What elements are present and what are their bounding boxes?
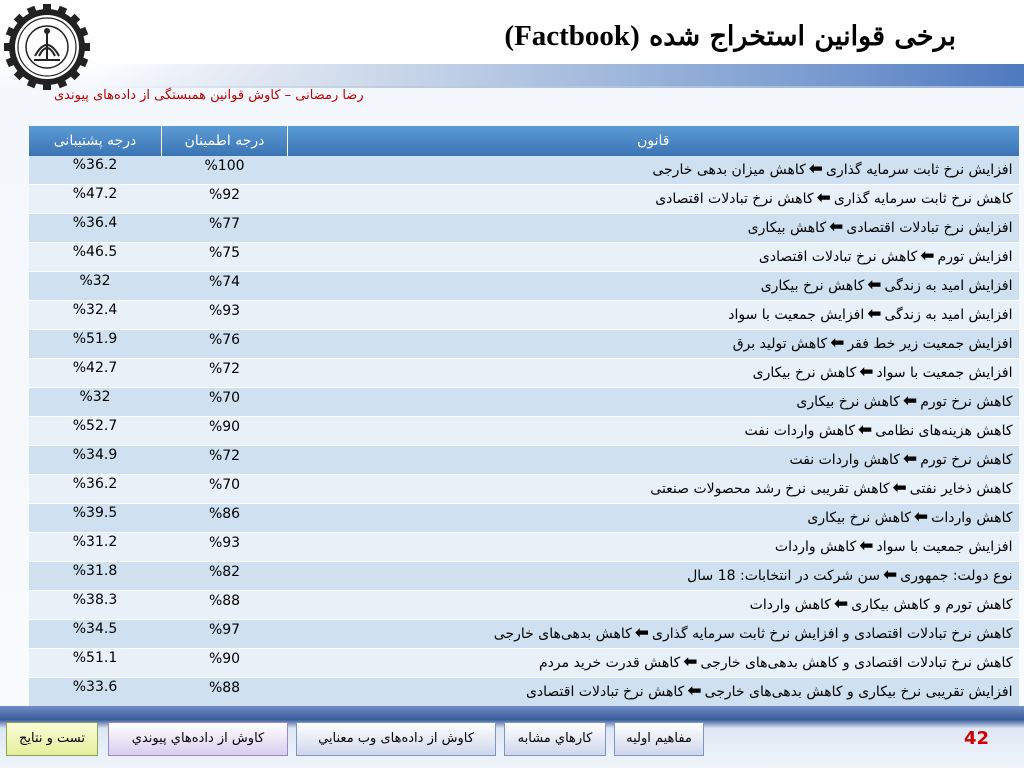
rules-table-container xyxy=(28,126,1018,707)
table-header-row xyxy=(29,126,1019,156)
nav-related-work-button[interactable]: كارهاي مشابه xyxy=(504,722,606,756)
rule-cell xyxy=(288,678,1019,707)
rule-cell xyxy=(288,446,1019,475)
confidence-cell: %97 xyxy=(162,620,288,649)
rule-consequent: کاهش واردات نفت xyxy=(789,452,900,468)
rule-antecedent: افزایش جمعیت با سواد xyxy=(876,539,1013,555)
rule-antecedent: کاهش نرخ تبادلات اقتصادی و افزایش نرخ ثابت سرمایه گذاری xyxy=(652,626,1013,642)
rule-consequent: کاهش نرخ تبادلات اقتصادی xyxy=(525,684,685,700)
arrow-left-icon: ⬅ xyxy=(867,304,882,324)
rule-consequent: کاهش نرخ تبادلات اقتصادی xyxy=(655,191,814,207)
rule-cell xyxy=(288,417,1019,446)
rule-cell xyxy=(288,301,1019,330)
table-row xyxy=(29,504,1019,533)
nav-linked-data-mining-button[interactable]: كاوش از داده‌هاي پيوندي xyxy=(108,722,288,756)
rule-antecedent: افزایش امید به زندگی xyxy=(884,278,1013,294)
slide-title xyxy=(504,20,956,53)
support-cell: %38.3 xyxy=(29,591,162,620)
rule-antecedent: افزایش جمعیت زیر خط فقر xyxy=(847,336,1013,352)
arrow-left-icon: ⬅ xyxy=(867,275,882,295)
arrow-left-icon: ⬅ xyxy=(829,217,844,237)
header-rule: قانون xyxy=(288,126,1019,156)
university-gear-logo-icon xyxy=(4,4,90,90)
rule-consequent: کاهش بدهی‌های خارجی xyxy=(493,626,632,642)
arrow-left-icon: ⬅ xyxy=(859,536,874,556)
rule-cell xyxy=(288,214,1019,243)
confidence-cell: %93 xyxy=(162,533,288,562)
rule-consequent: کاهش واردات xyxy=(749,597,831,613)
support-cell: %34.5 xyxy=(29,620,162,649)
confidence-cell: %75 xyxy=(162,243,288,272)
rule-cell xyxy=(288,504,1019,533)
header-confidence: درجه اطمینان xyxy=(162,126,288,156)
support-cell: %32.4 xyxy=(29,301,162,330)
table-row xyxy=(29,475,1019,504)
arrow-left-icon: ⬅ xyxy=(816,188,831,208)
rule-cell xyxy=(288,388,1019,417)
support-cell: %31.8 xyxy=(29,562,162,591)
arrow-left-icon: ⬅ xyxy=(634,623,650,643)
rule-consequent: کاهش نرخ بیکاری xyxy=(807,510,911,526)
rule-cell xyxy=(288,156,1019,185)
arrow-left-icon: ⬅ xyxy=(892,478,907,498)
confidence-cell: %88 xyxy=(162,591,288,620)
rule-cell xyxy=(288,562,1019,591)
table-row xyxy=(29,446,1019,475)
nav-basic-concepts-button[interactable]: مفاهيم اوليه xyxy=(614,722,704,756)
rule-consequent: کاهش تولید برق xyxy=(732,336,828,352)
table-row xyxy=(29,185,1019,214)
rule-antecedent: افزایش جمعیت با سواد xyxy=(876,365,1013,381)
confidence-cell: %90 xyxy=(162,649,288,678)
rule-cell xyxy=(288,330,1019,359)
confidence-cell: %88 xyxy=(162,678,288,707)
table-row xyxy=(29,649,1019,678)
support-cell: %32 xyxy=(29,272,162,301)
table-row xyxy=(29,678,1019,707)
header-gradient-bar xyxy=(96,64,1024,88)
rule-antecedent: کاهش نرخ تبادلات اقتصادی و کاهش بدهی‌های خارجی xyxy=(700,655,1013,671)
rule-consequent: کاهش قدرت خرید مردم xyxy=(539,655,681,671)
slide-title-latin: (Factbook) xyxy=(504,20,640,52)
table-row xyxy=(29,301,1019,330)
page-number: 42 xyxy=(964,728,990,749)
rule-cell xyxy=(288,475,1019,504)
rule-cell xyxy=(288,649,1019,678)
table-row xyxy=(29,562,1019,591)
rule-consequent: کاهش میزان بدهی خارجی xyxy=(652,162,806,178)
rule-antecedent: کاهش نرخ ثابت سرمایه گذاری xyxy=(833,191,1013,207)
confidence-cell: %82 xyxy=(162,562,288,591)
rule-consequent: کاهش نرخ بیکاری xyxy=(752,365,857,381)
support-cell: %34.9 xyxy=(29,446,162,475)
arrow-left-icon: ⬅ xyxy=(913,507,929,527)
rule-antecedent: کاهش ذخایر نفتی xyxy=(909,481,1013,497)
rule-antecedent: کاهش تورم و کاهش بیکاری xyxy=(851,597,1013,613)
support-cell: %32 xyxy=(29,388,162,417)
arrow-left-icon: ⬅ xyxy=(882,565,898,585)
arrow-left-icon: ⬅ xyxy=(902,449,918,469)
table-row xyxy=(29,330,1019,359)
rule-cell xyxy=(288,185,1019,214)
rule-cell xyxy=(288,533,1019,562)
arrow-left-icon: ⬅ xyxy=(683,652,698,672)
nav-tests-results-button[interactable]: تست و نتايج xyxy=(6,722,98,756)
support-cell: %36.2 xyxy=(29,156,162,185)
rule-antecedent: افزایش تورم xyxy=(937,249,1013,265)
rule-cell xyxy=(288,272,1019,301)
support-cell: %46.5 xyxy=(29,243,162,272)
rule-antecedent: کاهش واردات xyxy=(931,510,1013,526)
confidence-cell: %76 xyxy=(162,330,288,359)
table-row xyxy=(29,272,1019,301)
table-row xyxy=(29,417,1019,446)
rule-consequent: افزایش جمعیت با سواد xyxy=(728,307,865,323)
table-row xyxy=(29,359,1019,388)
support-cell: %33.6 xyxy=(29,678,162,707)
header-support: درجه پشتیبانی xyxy=(29,126,162,156)
rule-cell xyxy=(288,243,1019,272)
nav-semantic-web-mining-button[interactable]: كاوش از داده‌های وب معنايي xyxy=(296,722,496,756)
arrow-left-icon: ⬅ xyxy=(859,362,874,382)
confidence-cell: %100 xyxy=(162,156,288,185)
rule-cell xyxy=(288,359,1019,388)
table-row xyxy=(29,156,1019,185)
rule-consequent: کاهش تقریبی نرخ رشد محصولات صنعتی xyxy=(650,481,890,497)
rule-cell xyxy=(288,620,1019,649)
rule-antecedent: کاهش هزینه‌های نظامی xyxy=(875,423,1013,439)
rule-consequent: کاهش بیکاری xyxy=(747,220,827,236)
rule-antecedent: افزایش تقریبی نرخ بیکاری و کاهش بدهی‌های خارجی xyxy=(704,684,1013,700)
slide-title-text: برخی قوانین استخراج شده xyxy=(649,21,956,52)
table-row xyxy=(29,388,1019,417)
rule-antecedent: افزایش نرخ ثابت سرمایه گذاری xyxy=(826,162,1013,178)
confidence-cell: %74 xyxy=(162,272,288,301)
rule-cell xyxy=(288,591,1019,620)
rule-consequent: کاهش واردات نفت xyxy=(744,423,856,439)
arrow-left-icon: ⬅ xyxy=(808,159,824,179)
support-cell: %42.7 xyxy=(29,359,162,388)
arrow-left-icon: ⬅ xyxy=(902,391,918,411)
confidence-cell: %77 xyxy=(162,214,288,243)
table-row xyxy=(29,533,1019,562)
rule-antecedent: کاهش نرخ تورم xyxy=(920,394,1013,410)
arrow-left-icon: ⬅ xyxy=(858,420,873,440)
arrow-left-icon: ⬅ xyxy=(830,333,845,353)
support-cell: %51.1 xyxy=(29,649,162,678)
confidence-cell: %92 xyxy=(162,185,288,214)
support-cell: %51.9 xyxy=(29,330,162,359)
table-row xyxy=(29,620,1019,649)
rule-antecedent: نوع دولت: جمهوری xyxy=(900,568,1013,584)
support-cell: %36.4 xyxy=(29,214,162,243)
arrow-left-icon: ⬅ xyxy=(833,594,849,614)
confidence-cell: %93 xyxy=(162,301,288,330)
rule-antecedent: کاهش نرخ تورم xyxy=(920,452,1013,468)
confidence-cell: %90 xyxy=(162,417,288,446)
support-cell: %39.5 xyxy=(29,504,162,533)
confidence-cell: %86 xyxy=(162,504,288,533)
table-row xyxy=(29,243,1019,272)
confidence-cell: %70 xyxy=(162,475,288,504)
table-row xyxy=(29,591,1019,620)
confidence-cell: %72 xyxy=(162,446,288,475)
arrow-left-icon: ⬅ xyxy=(920,246,935,266)
support-cell: %36.2 xyxy=(29,475,162,504)
support-cell: %47.2 xyxy=(29,185,162,214)
table-row xyxy=(29,214,1019,243)
confidence-cell: %72 xyxy=(162,359,288,388)
support-cell: %31.2 xyxy=(29,533,162,562)
rule-antecedent: افزایش امید به زندگی xyxy=(884,307,1013,323)
rule-consequent: سن شرکت در انتخابات: 18 سال xyxy=(687,568,880,584)
rule-consequent: کاهش نرخ بیکاری xyxy=(760,278,865,294)
slide-subtitle: رضا رمضانی – کاوش قوانین همبستگی از داده‌های پیوندی xyxy=(54,88,364,103)
rule-consequent: کاهش واردات xyxy=(774,539,857,555)
arrow-left-icon: ⬅ xyxy=(687,681,702,701)
rule-antecedent: افزایش نرخ تبادلات اقتصادی xyxy=(846,220,1013,236)
rule-consequent: کاهش نرخ تبادلات اقتصادی xyxy=(758,249,918,265)
rule-consequent: کاهش نرخ بیکاری xyxy=(796,394,900,410)
support-cell: %52.7 xyxy=(29,417,162,446)
confidence-cell: %70 xyxy=(162,388,288,417)
rules-table xyxy=(28,126,1019,707)
